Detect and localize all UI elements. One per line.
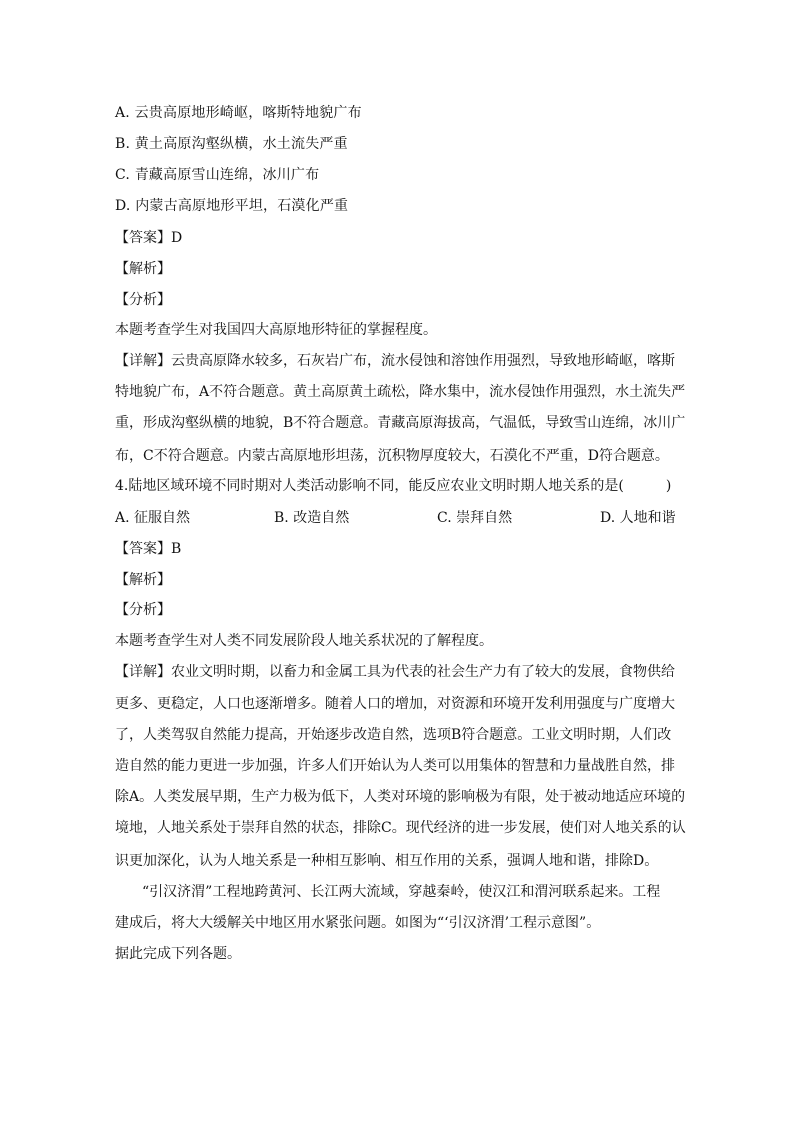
q3-analysis-label: 【解析】 — [115, 261, 171, 277]
q4-stem: 4.陆地区域环境不同时期对人类活动影响不同，能反应农业文明时期人地关系的是( ) — [115, 478, 672, 494]
q4-detail-line: 识更加深化，认为人地关系是一种相互影响、相互作用的关系，强调人地和谐，排除D。 — [115, 853, 659, 869]
material-instruction: 据此完成下列各题。 — [115, 946, 241, 962]
q3-detail-line: 特地貌广布，A不符合题意。黄土高原黄土疏松，降水集中，流水侵蚀作用强烈，水土流失严 — [115, 384, 686, 400]
q4-fenxi-text: 本题考查学生对人类不同发展阶段人地关系状况的了解程度。 — [115, 633, 493, 649]
q4-detail-line: 造自然的能力更进一步加强，许多人们开始认为人类可以用集体的智慧和力量战胜自然，排 — [115, 758, 675, 774]
q3-option-b: B. 黄土高原沟壑纵横，水土流失严重 — [115, 136, 348, 152]
q4-detail-line: 了，人类驾驭自然能力提高，开始逐步改造自然，选项B符合题意。工业文明时期，人们改 — [115, 727, 672, 743]
q3-answer: 【答案】D — [115, 230, 183, 246]
q4-options-row — [115, 507, 685, 527]
material-line: 建成后，将大大缓解关中地区用水紧张问题。如图为“‘引汉济渭’工程示意图”。 — [115, 915, 601, 931]
q4-option-b: B. 改造自然 — [274, 510, 350, 526]
q3-fenxi-text: 本题考查学生对我国四大高原地形特征的掌握程度。 — [115, 322, 437, 338]
q3-detail-line: 【详解】云贵高原降水较多，石灰岩广布，流水侵蚀和溶蚀作用强烈，导致地形崎岖，喀斯 — [115, 353, 675, 369]
q3-detail-line: 布，C不符合题意。内蒙古高原地形坦荡，沉积物厚度较大，石漠化不严重，D符合题意。 — [115, 448, 669, 464]
q4-detail-line: 【详解】农业文明时期，以畜力和金属工具为代表的社会生产力有了较大的发展，食物供给 — [115, 664, 675, 680]
q4-answer: 【答案】B — [115, 541, 182, 557]
q4-detail-line: 更多、更稳定，人口也逐渐增多。随着人口的增加，对资源和环境开发利用强度与广度增大 — [115, 696, 675, 712]
q3-detail-line: 重，形成沟壑纵横的地貌，B不符合题意。青藏高原海拔高，气温低，导致雪山连绵，冰川广 — [115, 415, 686, 431]
material-line: “引汉济渭”工程地跨黄河、长江两大流域，穿越秦岭，使汉江和渭河联系起来。工程 — [142, 884, 661, 900]
q3-fenxi-label: 【分析】 — [115, 292, 171, 308]
q4-fenxi-label: 【分析】 — [115, 602, 171, 618]
q3-option-c: C. 青藏高原雪山连绵，冰川广布 — [115, 167, 320, 183]
q3-option-a: A. 云贵高原地形崎岖，喀斯特地貌广布 — [115, 105, 362, 121]
q4-option-c: C. 崇拜自然 — [437, 510, 513, 526]
q4-option-d: D. 人地和谐 — [600, 510, 676, 526]
q4-analysis-label: 【解析】 — [115, 572, 171, 588]
q4-detail-line: 除A。人类发展早期，生产力极为低下，人类对环境的影响极为有限，处于被动地适应环境的 — [115, 789, 686, 805]
q4-detail-line: 境地，人地关系处于崇拜自然的状态，排除C。现代经济的进一步发展，使们对人地关系的认 — [115, 820, 686, 836]
q3-option-d: D. 内蒙古高原地形平坦，石漠化严重 — [115, 198, 349, 214]
q4-option-a: A. 征服自然 — [115, 510, 191, 526]
